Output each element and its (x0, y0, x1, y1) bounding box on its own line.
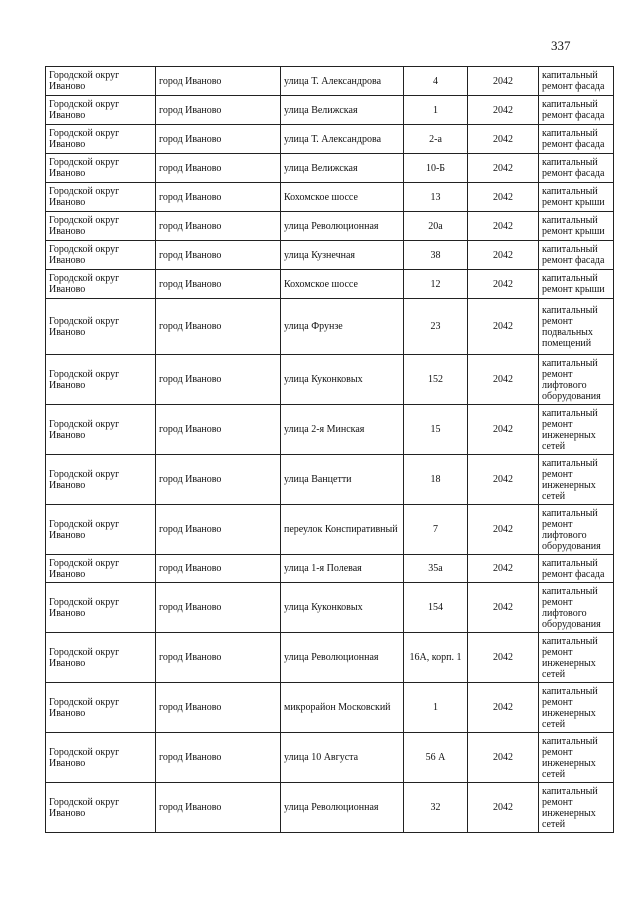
cell-city: город Иваново (156, 505, 281, 555)
cell-house: 1 (404, 683, 468, 733)
cell-work: капитальный ремонт фасада (539, 125, 614, 154)
cell-district: Городской округ Иваново (46, 783, 156, 833)
table-row (46, 783, 614, 833)
cell-district: Городской округ Иваново (46, 355, 156, 405)
cell-street: улица Революционная (281, 212, 404, 241)
table-row (46, 212, 614, 241)
cell-year: 2042 (468, 583, 539, 633)
cell-city: город Иваново (156, 299, 281, 355)
cell-street: улица Т. Александрова (281, 67, 404, 96)
table-row (46, 683, 614, 733)
cell-district: Городской округ Иваново (46, 270, 156, 299)
cell-year: 2042 (468, 355, 539, 405)
cell-city: город Иваново (156, 583, 281, 633)
table-row (46, 154, 614, 183)
cell-city: город Иваново (156, 633, 281, 683)
cell-district: Городской округ Иваново (46, 733, 156, 783)
cell-city: город Иваново (156, 455, 281, 505)
cell-district: Городской округ Иваново (46, 241, 156, 270)
cell-year: 2042 (468, 183, 539, 212)
table-row (46, 270, 614, 299)
cell-year: 2042 (468, 125, 539, 154)
cell-house: 7 (404, 505, 468, 555)
cell-house: 56 А (404, 733, 468, 783)
cell-district: Городской округ Иваново (46, 683, 156, 733)
cell-year: 2042 (468, 212, 539, 241)
cell-work: капитальный ремонт инженерных сетей (539, 455, 614, 505)
cell-house: 35а (404, 555, 468, 583)
cell-district: Городской округ Иваново (46, 505, 156, 555)
cell-year: 2042 (468, 299, 539, 355)
cell-district: Городской округ Иваново (46, 154, 156, 183)
cell-city: город Иваново (156, 783, 281, 833)
cell-district: Городской округ Иваново (46, 455, 156, 505)
cell-house: 18 (404, 455, 468, 505)
cell-work: капитальный ремонт крыши (539, 270, 614, 299)
cell-work: капитальный ремонт фасада (539, 154, 614, 183)
cell-street: улица Велижская (281, 154, 404, 183)
cell-street: улица Фрунзе (281, 299, 404, 355)
cell-city: город Иваново (156, 183, 281, 212)
cell-city: город Иваново (156, 212, 281, 241)
cell-city: город Иваново (156, 270, 281, 299)
cell-year: 2042 (468, 555, 539, 583)
cell-house: 38 (404, 241, 468, 270)
cell-district: Городской округ Иваново (46, 96, 156, 125)
cell-city: город Иваново (156, 683, 281, 733)
cell-year: 2042 (468, 455, 539, 505)
cell-street: улица 2-я Минская (281, 405, 404, 455)
cell-year: 2042 (468, 733, 539, 783)
cell-work: капитальный ремонт фасада (539, 67, 614, 96)
cell-district: Городской округ Иваново (46, 405, 156, 455)
cell-city: город Иваново (156, 555, 281, 583)
cell-year: 2042 (468, 96, 539, 125)
table-row (46, 183, 614, 212)
cell-year: 2042 (468, 154, 539, 183)
cell-work: капитальный ремонт лифтового оборудования (539, 355, 614, 405)
cell-street: улица Кузнечная (281, 241, 404, 270)
cell-work: капитальный ремонт фасада (539, 555, 614, 583)
cell-street: улица Велижская (281, 96, 404, 125)
cell-house: 2-а (404, 125, 468, 154)
cell-year: 2042 (468, 633, 539, 683)
cell-work: капитальный ремонт лифтового оборудования (539, 505, 614, 555)
cell-year: 2042 (468, 505, 539, 555)
cell-work: капитальный ремонт инженерных сетей (539, 783, 614, 833)
cell-year: 2042 (468, 683, 539, 733)
cell-street: улица Куконковых (281, 355, 404, 405)
cell-house: 23 (404, 299, 468, 355)
cell-street: улица Революционная (281, 783, 404, 833)
cell-year: 2042 (468, 67, 539, 96)
cell-work: капитальный ремонт инженерных сетей (539, 683, 614, 733)
cell-house: 152 (404, 355, 468, 405)
cell-city: город Иваново (156, 241, 281, 270)
cell-city: город Иваново (156, 733, 281, 783)
cell-house: 32 (404, 783, 468, 833)
cell-house: 10-Б (404, 154, 468, 183)
table-row (46, 355, 614, 405)
cell-street: улица Революционная (281, 633, 404, 683)
cell-street: Кохомское шоссе (281, 270, 404, 299)
cell-work: капитальный ремонт подвальных помещений (539, 299, 614, 355)
cell-street: улица 10 Августа (281, 733, 404, 783)
cell-district: Городской округ Иваново (46, 212, 156, 241)
cell-house: 15 (404, 405, 468, 455)
cell-street: улица Куконковых (281, 583, 404, 633)
cell-district: Городской округ Иваново (46, 583, 156, 633)
table-row (46, 555, 614, 583)
cell-year: 2042 (468, 783, 539, 833)
cell-street: улица Ванцетти (281, 455, 404, 505)
cell-street: переулок Конспиративный (281, 505, 404, 555)
cell-district: Городской округ Иваново (46, 125, 156, 154)
cell-work: капитальный ремонт фасада (539, 96, 614, 125)
cell-district: Городской округ Иваново (46, 183, 156, 212)
cell-district: Городской округ Иваново (46, 67, 156, 96)
cell-year: 2042 (468, 405, 539, 455)
table-row (46, 505, 614, 555)
cell-district: Городской округ Иваново (46, 555, 156, 583)
cell-house: 20а (404, 212, 468, 241)
cell-house: 1 (404, 96, 468, 125)
cell-house: 4 (404, 67, 468, 96)
cell-city: город Иваново (156, 405, 281, 455)
table-row (46, 733, 614, 783)
cell-work: капитальный ремонт фасада (539, 241, 614, 270)
table-row (46, 125, 614, 154)
cell-work: капитальный ремонт инженерных сетей (539, 633, 614, 683)
cell-district: Городской округ Иваново (46, 633, 156, 683)
table-row (46, 455, 614, 505)
page-number: 337 (551, 38, 571, 53)
cell-work: капитальный ремонт крыши (539, 212, 614, 241)
cell-city: город Иваново (156, 125, 281, 154)
cell-district: Городской округ Иваново (46, 299, 156, 355)
cell-city: город Иваново (156, 67, 281, 96)
table-row (46, 633, 614, 683)
table-row (46, 299, 614, 355)
table-row (46, 583, 614, 633)
cell-house: 12 (404, 270, 468, 299)
cell-work: капитальный ремонт крыши (539, 183, 614, 212)
cell-city: город Иваново (156, 96, 281, 125)
table-body (46, 67, 614, 833)
cell-work: капитальный ремонт инженерных сетей (539, 733, 614, 783)
cell-street: улица 1-я Полевая (281, 555, 404, 583)
cell-city: город Иваново (156, 154, 281, 183)
table-row (46, 405, 614, 455)
cell-work: капитальный ремонт инженерных сетей (539, 405, 614, 455)
repair-schedule-table (45, 66, 614, 833)
table-row (46, 96, 614, 125)
cell-work: капитальный ремонт лифтового оборудования (539, 583, 614, 633)
cell-street: микрорайон Московский (281, 683, 404, 733)
cell-year: 2042 (468, 241, 539, 270)
table-row (46, 241, 614, 270)
table-row (46, 67, 614, 96)
cell-city: город Иваново (156, 355, 281, 405)
cell-year: 2042 (468, 270, 539, 299)
cell-street: улица Т. Александрова (281, 125, 404, 154)
cell-house: 154 (404, 583, 468, 633)
cell-street: Кохомское шоссе (281, 183, 404, 212)
cell-house: 16А, корп. 1 (404, 633, 468, 683)
cell-house: 13 (404, 183, 468, 212)
